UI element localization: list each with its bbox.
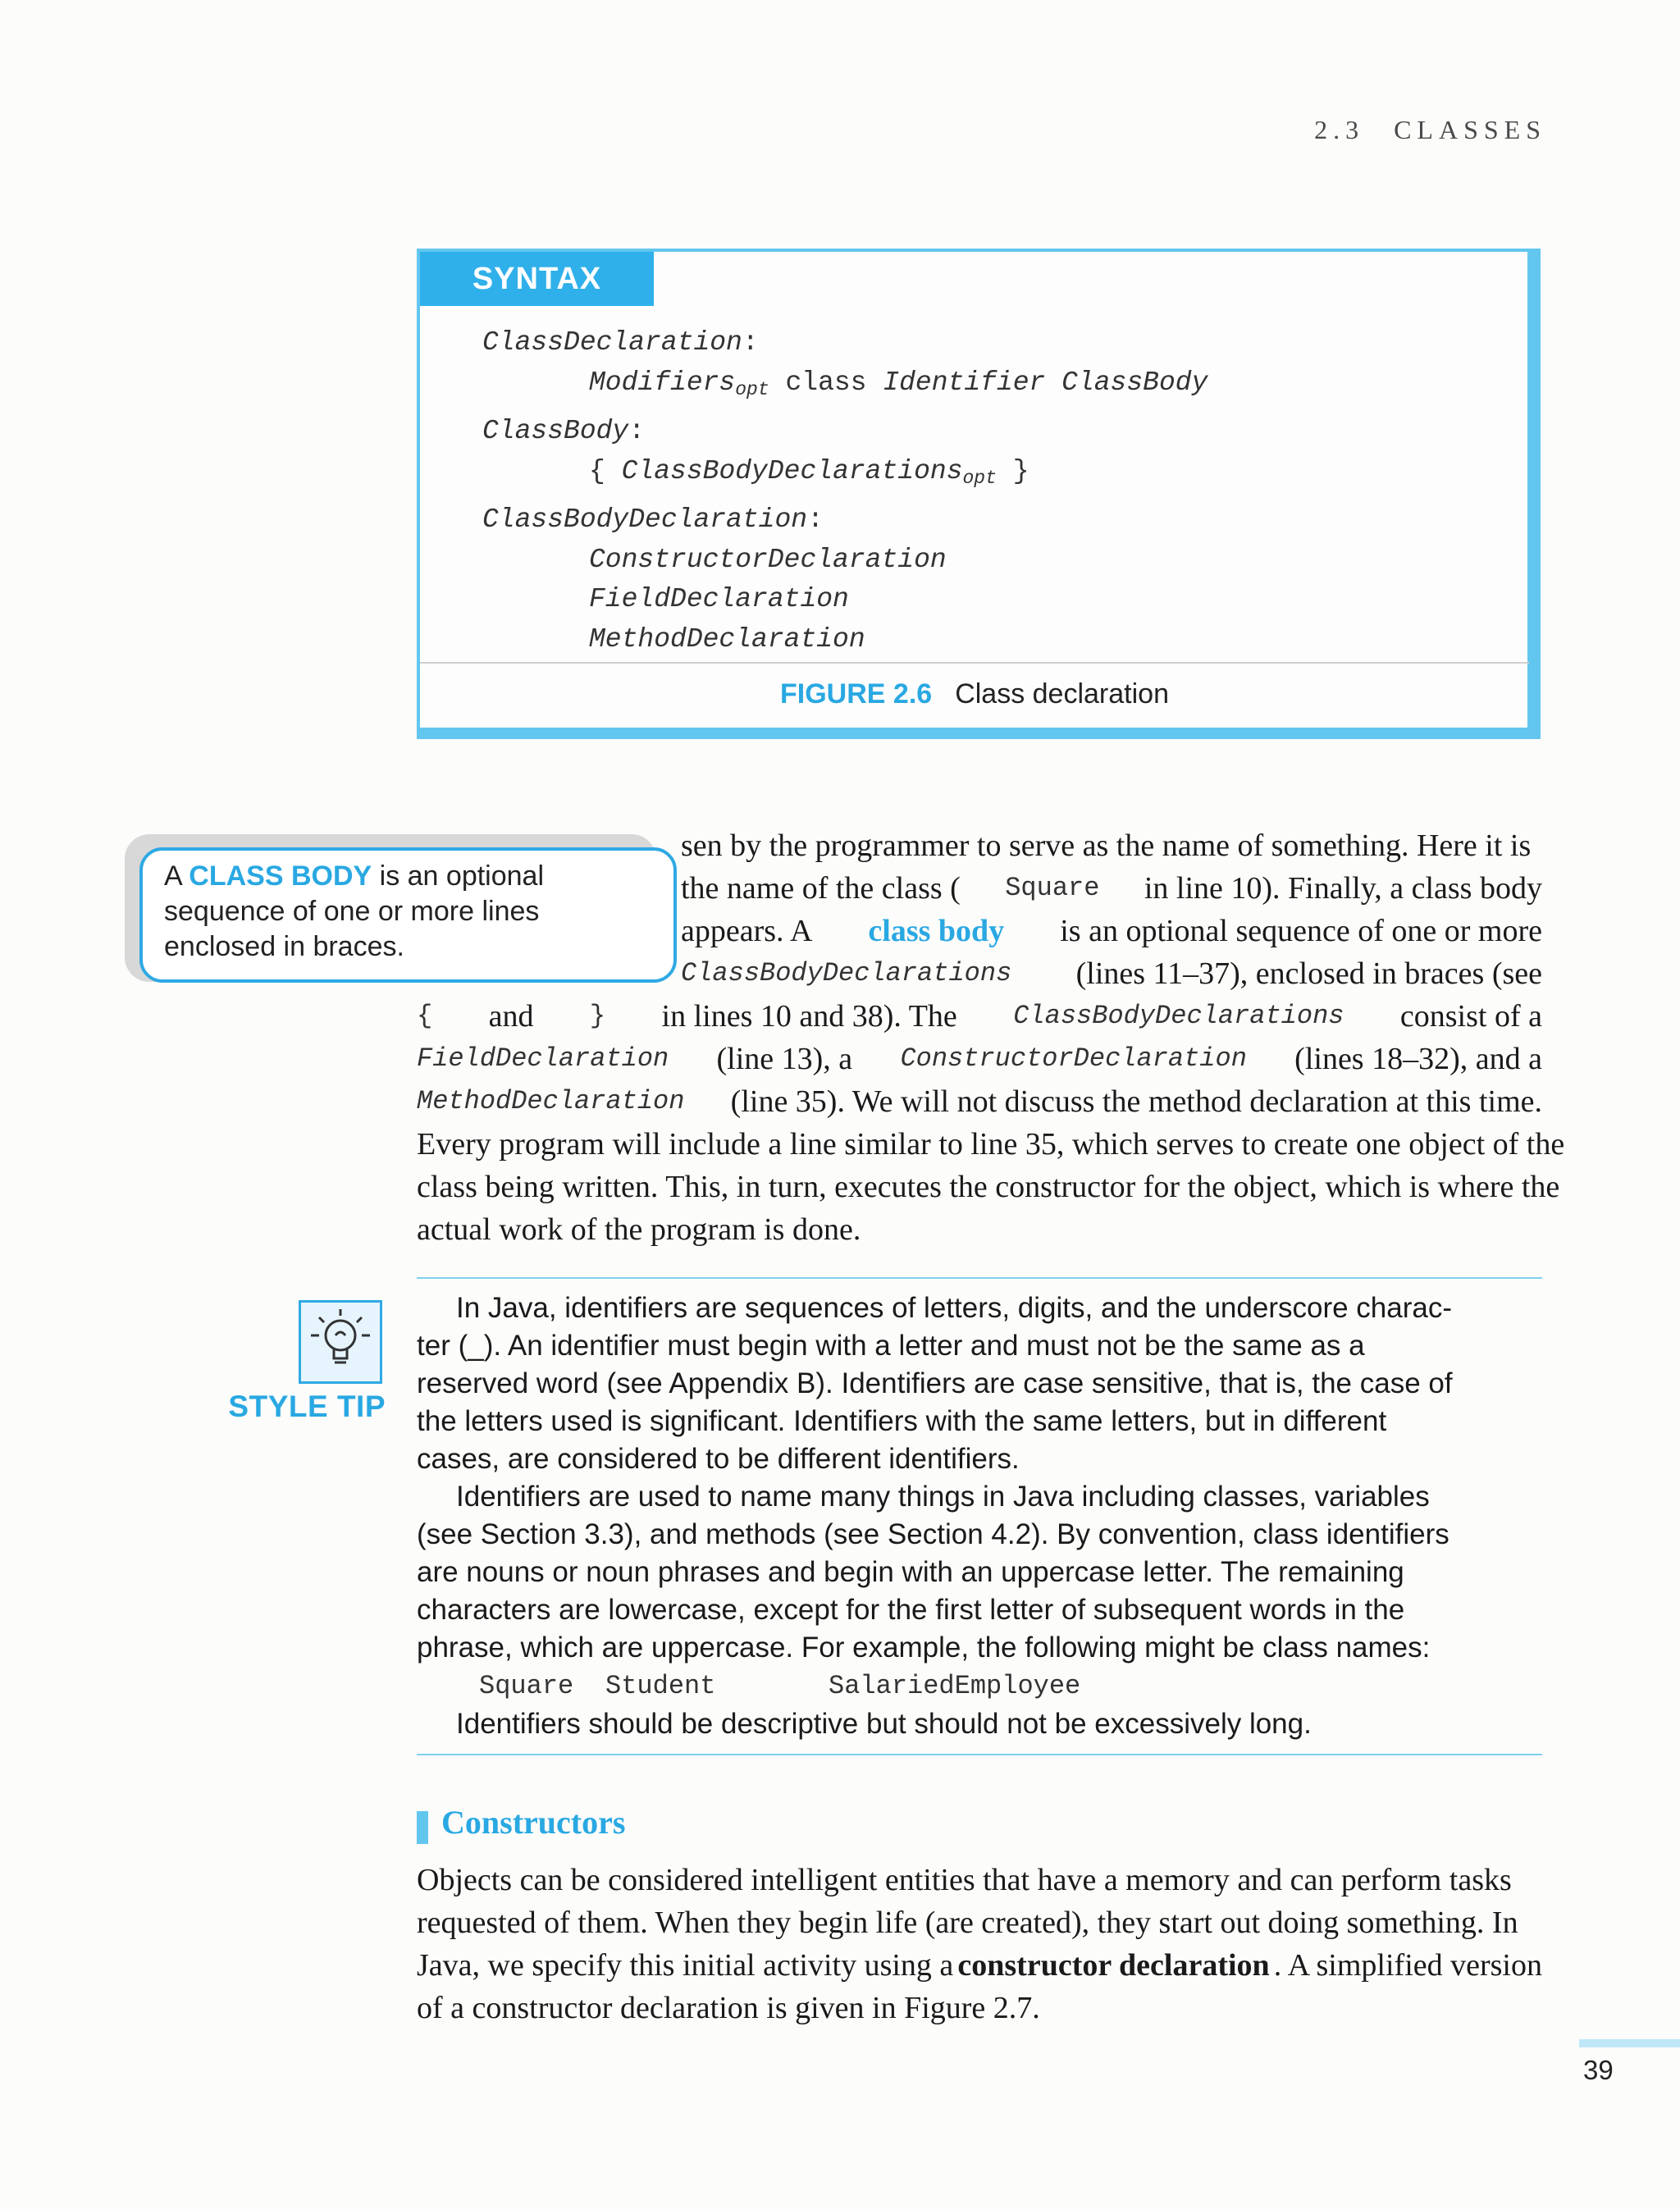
grammar-opt: opt xyxy=(962,468,997,489)
example-class-name: SalariedEmployee xyxy=(829,1671,1081,1701)
body-line xyxy=(681,910,1542,952)
style-tip-line: the letters used is significant. Identifiers with the same letters, but in different xyxy=(417,1405,1387,1437)
body-line: requested of them. When they begin life (are created), they start out doing something. In xyxy=(417,1905,1518,1940)
running-head xyxy=(1314,115,1546,145)
grammar-opt: opt xyxy=(735,379,769,400)
code-term: ClassBodyDeclarations xyxy=(1013,1001,1344,1031)
page-tab xyxy=(1579,2039,1680,2047)
code-term: ConstructorDeclaration xyxy=(900,1043,1247,1074)
text-run: in lines 10 and 38). The xyxy=(661,999,957,1034)
grammar-colon: : xyxy=(628,416,646,446)
text-run: is an optional sequence of one or more xyxy=(1060,914,1542,948)
style-tip-line: Identifiers are used to name many things in Java including classes, variables xyxy=(456,1481,1430,1513)
grammar-line xyxy=(589,367,1208,398)
style-tip-line: phrase, which are uppercase. For example, the following might be class names: xyxy=(417,1632,1431,1664)
grammar-alternative: MethodDeclaration xyxy=(589,624,865,655)
margin-note-term: CLASS BODY xyxy=(189,860,372,892)
style-tip-line: characters are lowercase, except for the first letter of subsequent words in the xyxy=(417,1594,1405,1626)
text-run: In Java, identifiers are sequences of letters, digits, and the underscore charac- xyxy=(456,1292,1452,1324)
figure-caption-text: Class declaration xyxy=(955,678,1169,710)
style-tip-line: (see Section 3.3), and methods (see Section 4.2). By convention, class identifiers xyxy=(417,1518,1449,1550)
text-run: (line 35). We will not discuss the method declaration at this time. xyxy=(730,1084,1542,1119)
style-tip-line: Identifiers should be descriptive but should not be excessively long. xyxy=(456,1708,1312,1740)
code-term: FieldDeclaration xyxy=(417,1043,669,1074)
margin-note-line: enclosed in braces. xyxy=(164,931,404,962)
style-tip-line: are nouns or noun phrases and begin with an uppercase letter. The remaining xyxy=(417,1556,1404,1588)
style-tip-icon-frame xyxy=(299,1300,382,1384)
grammar-line xyxy=(482,504,824,535)
section-heading-bar xyxy=(417,1811,428,1844)
body-line xyxy=(417,1080,1542,1123)
section-number: 2.3 xyxy=(1314,115,1365,144)
body-line: actual work of the program is done. xyxy=(417,1212,861,1247)
grammar-nonterminal: ClassDeclaration xyxy=(482,327,742,358)
margin-note-text: is an optional xyxy=(379,860,545,892)
grammar-colon: : xyxy=(807,504,824,535)
style-tip-line: reserved word (see Appendix B). Identifiers are case sensitive, that is, the case of xyxy=(417,1367,1453,1399)
body-line xyxy=(417,1038,1542,1080)
style-tip-line: cases, are considered to be different identifiers. xyxy=(417,1443,1020,1475)
syntax-figure xyxy=(417,249,1541,739)
text-run: appears. A xyxy=(681,914,813,948)
code-brace: { xyxy=(417,1001,433,1031)
grammar-symbol: ClassBodyDeclarations xyxy=(621,456,963,486)
section-title: CLASSES xyxy=(1394,115,1546,144)
body-line: Every program will include a line similar to line 35, which serves to create one object of the xyxy=(417,1127,1565,1162)
body-line xyxy=(681,952,1542,995)
grammar-colon: : xyxy=(742,327,759,358)
margin-note-line: sequence of one or more lines xyxy=(164,896,540,927)
grammar-line xyxy=(482,327,759,358)
style-tip-bottom-rule xyxy=(417,1754,1542,1755)
margin-note-text: A xyxy=(164,860,181,892)
grammar-symbol: Modifiers xyxy=(589,367,736,398)
body-line xyxy=(417,995,1542,1038)
grammar-nonterminal: ClassBodyDeclaration xyxy=(482,504,808,535)
code-term: ClassBodyDeclarations xyxy=(681,958,1012,988)
grammar-alternative: FieldDeclaration xyxy=(589,584,849,614)
section-heading: Constructors xyxy=(441,1804,626,1841)
body-line xyxy=(417,1944,1542,1987)
example-class-name: Square xyxy=(479,1671,574,1701)
text-run: and xyxy=(488,999,534,1034)
code-term: Square xyxy=(1005,873,1100,903)
grammar-symbol: Identifier ClassBody xyxy=(883,367,1208,398)
grammar-brace: } xyxy=(1012,456,1029,486)
figure-caption xyxy=(420,678,1529,710)
margin-note xyxy=(139,847,677,983)
grammar-line xyxy=(589,456,1029,489)
body-line xyxy=(681,867,1542,910)
grammar-brace: { xyxy=(589,456,605,486)
text-run: . A simplified version xyxy=(1273,1948,1542,1983)
style-tip-line: ter (_). An identifier must begin with a letter and must not be the same as a xyxy=(417,1330,1365,1362)
text-run: in line 10). Finally, a class body xyxy=(1144,871,1542,906)
figure-divider xyxy=(420,662,1529,664)
text-run: (lines 18–32), and a xyxy=(1294,1042,1542,1076)
style-tip-label: STYLE TIP xyxy=(228,1390,386,1423)
page-number: 39 xyxy=(1583,2055,1614,2085)
text-run: (lines 11–37), enclosed in braces (see xyxy=(1075,956,1542,991)
lightbulb-icon xyxy=(301,1303,380,1381)
key-term: constructor declaration xyxy=(957,1948,1270,1983)
grammar-alternative: ConstructorDeclaration xyxy=(589,545,947,575)
key-term: class body xyxy=(868,914,1005,948)
style-tip-top-rule xyxy=(417,1277,1542,1279)
body-line: class being written. This, in turn, executes the constructor for the object, which is where the xyxy=(417,1170,1560,1204)
body-line: sen by the programmer to serve as the name of something. Here it is xyxy=(681,828,1532,863)
text-run: (line 13), a xyxy=(716,1042,853,1076)
code-brace: } xyxy=(589,1001,606,1031)
style-tip-line xyxy=(417,1289,1542,1327)
body-line: of a constructor declaration is given in Figure 2.7. xyxy=(417,1991,1040,2025)
syntax-tab: SYNTAX xyxy=(420,252,654,306)
text-run: consist of a xyxy=(1399,999,1542,1034)
code-term: MethodDeclaration xyxy=(417,1086,685,1116)
grammar-line xyxy=(482,416,645,446)
grammar-nonterminal: ClassBody xyxy=(482,416,629,446)
figure-number: FIGURE 2.6 xyxy=(780,678,933,710)
text-run: Java, we specify this initial activity using a xyxy=(417,1948,954,1983)
text-run: the name of the class ( xyxy=(681,871,961,906)
margin-note-line xyxy=(164,859,652,894)
grammar-keyword: class xyxy=(785,367,867,398)
body-line: Objects can be considered intelligent entities that have a memory and can perform tasks xyxy=(417,1863,1512,1897)
example-class-name: Student xyxy=(605,1671,716,1701)
